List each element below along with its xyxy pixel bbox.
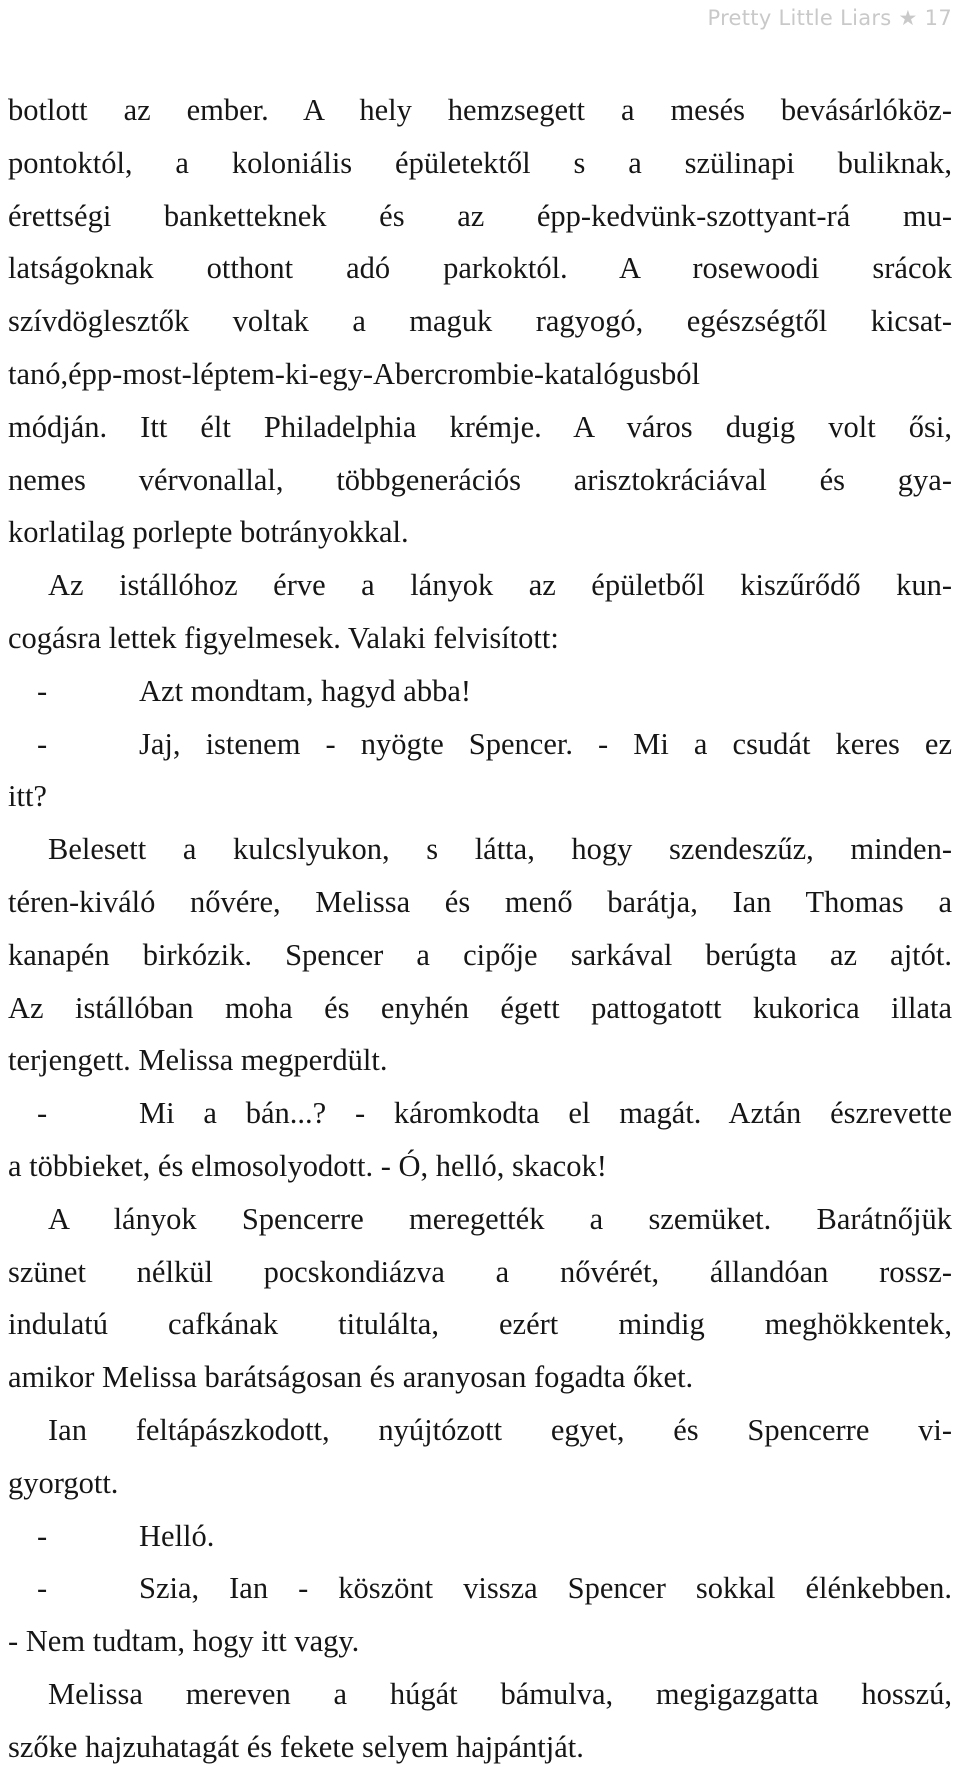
running-title: Pretty Little Liars (707, 6, 892, 30)
text-line: korlatilag porlepte botrányokkal. (8, 515, 409, 550)
dialogue-line (8, 1562, 952, 1615)
dialogue-line (8, 718, 952, 771)
dialogue-dash: - (37, 726, 48, 761)
text-line: Ian feltápászkodott, nyújtózott egyet, és Spencerre vi- (48, 1412, 952, 1447)
text-line: kanapén birkózik. Spencer a cipője sarkával berúgta az ajtót. (8, 937, 952, 972)
dialogue-dash: - (37, 1096, 48, 1131)
dialogue-line (8, 1510, 952, 1563)
text-line: cogásra lettek figyelmesek. Valaki felvisított: (8, 620, 559, 655)
dialogue-text: Jaj, istenem - nyögte Spencer. - Mi a csudát keres ez (139, 726, 952, 761)
text-line: érettségi banketteknek és az épp-kedvünk-szottyant-rá mu- (8, 198, 952, 233)
text-line: pontoktól, a koloniális épületektől s a szülinapi buliknak, (8, 145, 952, 180)
text-line: a többieket, és elmosolyodott. - Ó, helló, skacok! (8, 1148, 607, 1183)
star-icon: ★ (898, 6, 918, 30)
dialogue-line (8, 1087, 952, 1140)
page-number: 17 (924, 6, 952, 30)
dialogue-text: Szia, Ian - köszönt vissza Spencer sokkal élénkebben. (139, 1571, 952, 1606)
text-line: tanó,épp-most-léptem-ki-egy-Abercrombie-katalógusból (8, 356, 700, 391)
text-line: botlott az ember. A hely hemzsegett a mesés bevásárlóköz- (8, 93, 952, 127)
text-line: - Nem tudtam, hogy itt vagy. (8, 1624, 360, 1659)
text-line: Az istállóhoz érve a lányok az épületből kiszűrődő kun- (48, 568, 952, 603)
text-line: szőke hajzuhatagát és fekete selyem hajpántját. (8, 1729, 584, 1764)
text-line: Melissa mereven a húgát bámulva, megigazgatta hosszú, (48, 1676, 952, 1711)
body-text (8, 84, 952, 1774)
text-line: szívdöglesztők voltak a maguk ragyogó, egészségtől kicsat- (8, 304, 952, 339)
text-line: nemes vérvonallal, többgenerációs arisztokráciával és gya- (8, 462, 952, 497)
text-line: Az istállóban moha és enyhén égett pattogatott kukorica illata (8, 990, 952, 1025)
running-header (707, 6, 952, 30)
dialogue-text: Azt mondtam, hagyd abba! (139, 673, 472, 708)
text-line: A lányok Spencerre meregették a szemüket. Barátnőjük (48, 1201, 952, 1236)
dialogue-dash: - (37, 673, 48, 708)
dialogue-dash: - (37, 1571, 48, 1606)
dialogue-line (8, 665, 952, 718)
text-line: szünet nélkül pocskondiázva a nővérét, állandóan rossz- (8, 1254, 952, 1289)
dialogue-text: Mi a bán...? - káromkodta el magát. Aztán észrevette (139, 1096, 952, 1131)
dialogue-text: Helló. (139, 1518, 215, 1553)
text-line: latságoknak otthont adó parkoktól. A rosewoodi srácok (8, 251, 952, 286)
text-line: téren-kiváló nővére, Melissa és menő barátja, Ian Thomas a (8, 884, 952, 919)
text-line: gyorgott. (8, 1465, 119, 1500)
text-line: itt? (8, 779, 47, 814)
text-line: Belesett a kulcslyukon, s látta, hogy szendeszűz, minden- (48, 832, 952, 867)
text-line: terjengett. Melissa megperdült. (8, 1043, 388, 1078)
dialogue-dash: - (37, 1518, 48, 1553)
text-line: indulatú cafkának titulálta, ezért mindig meghökkentek, (8, 1307, 952, 1342)
text-line: amikor Melissa barátságosan és aranyosan fogadta őket. (8, 1360, 694, 1395)
text-line: módján. Itt élt Philadelphia krémje. A város dugig volt ősi, (8, 409, 952, 444)
